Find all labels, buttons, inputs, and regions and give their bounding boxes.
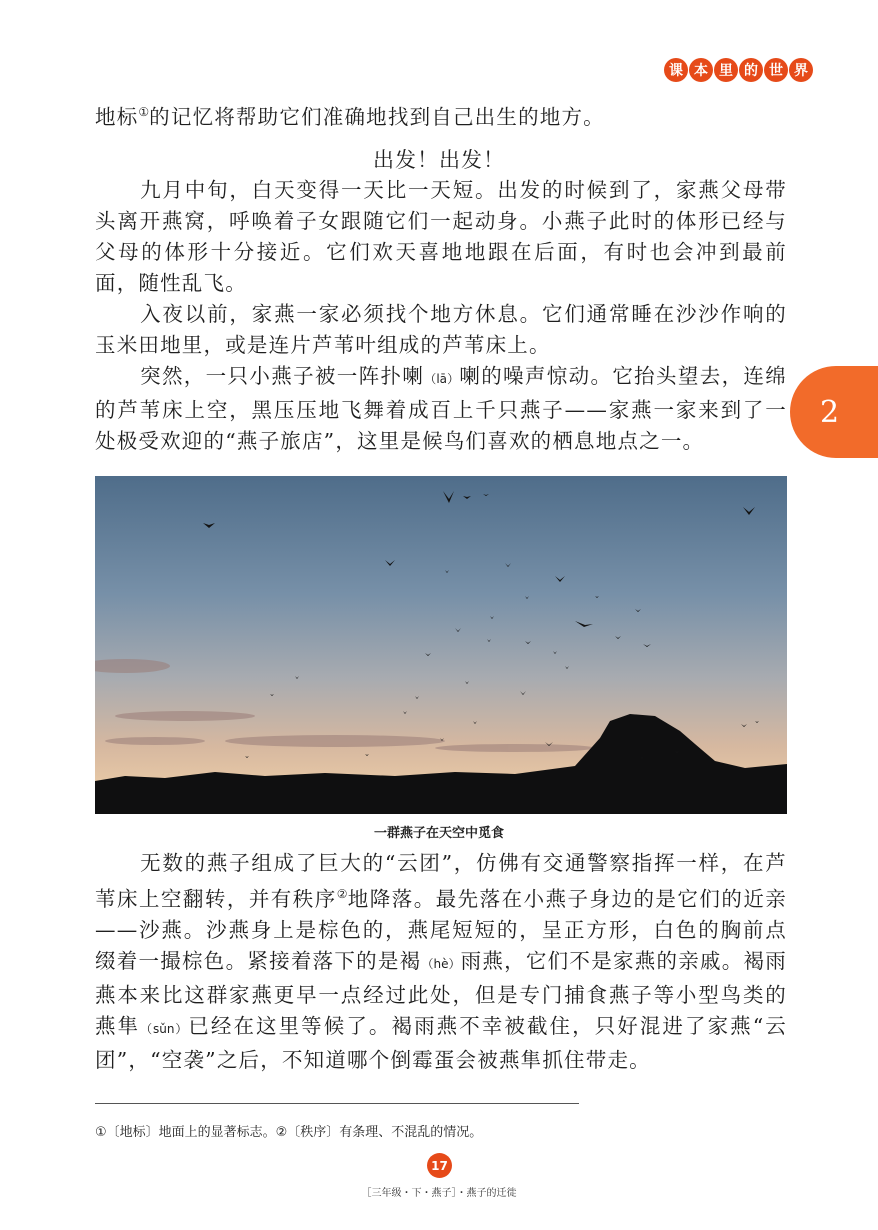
text-run: 地标 [95, 105, 139, 129]
badge-char: 课 [664, 58, 688, 82]
text-run: 突然，一只小燕子被一阵扑喇 [140, 364, 425, 388]
footnote-divider [95, 1103, 579, 1104]
pinyin-annotation: （sǔn） [140, 1022, 189, 1036]
continued-line [95, 97, 787, 133]
photo-caption: 一群燕子在天空中觅食 [373, 826, 504, 841]
book-info: ［三年级・下・燕子］・燕子的迁徙 [361, 1188, 517, 1199]
badge-char: 里 [714, 58, 738, 82]
badge-char: 的 [739, 58, 763, 82]
text-run: 无数的燕子组成了巨大的“云团”，仿佛有交通警察指挥一样，在芦苇床上空翻转，并有秩序 [95, 851, 787, 911]
pinyin-annotation: （hè） [421, 957, 461, 971]
footnote-marker: ① [138, 105, 150, 119]
header-badge [664, 58, 813, 82]
text-run: 喇的噪声惊动。它抬头望去，连绵的芦苇床上空，黑压压地飞舞着成百上千只燕子——家燕一家来到了一处极受欢迎的“燕子旅店”，这里是候鸟们喜欢的栖息地点之一。 [95, 364, 787, 453]
chapter-number: 2 [820, 394, 840, 430]
section-title: 出发！出发！ [373, 148, 505, 172]
paragraph [95, 361, 787, 457]
footnote-marker: ② [336, 887, 348, 901]
swallows-photo [95, 476, 787, 814]
chapter-tab [790, 366, 878, 458]
paragraph: 九月中旬，白天变得一天比一天短。出发的时候到了，家燕父母带头离开燕窝，呼唤着子女跟随它们一起动身。小燕子此时的体形已经与父母的体形十分接近。它们欢天喜地地跟在后面，有时也会冲到最前面，随性乱飞。 [95, 178, 787, 295]
badge-char: 界 [789, 58, 813, 82]
body-text-2 [95, 848, 787, 1076]
body-text-1 [95, 175, 787, 457]
paragraph [95, 848, 787, 1076]
footnotes: ①〔地标〕地面上的显著标志。②〔秩序〕有条理、不混乱的情况。 [95, 1125, 483, 1140]
badge-char: 本 [689, 58, 713, 82]
text-run: 的记忆将帮助它们准确地找到自己出生的地方。 [149, 105, 605, 129]
page-number: 17 [427, 1153, 452, 1178]
paragraph: 入夜以前，家燕一家必须找个地方休息。它们通常睡在沙沙作响的玉米田地里，或是连片芦苇叶组成的芦苇床上。 [95, 302, 787, 357]
badge-char: 世 [764, 58, 788, 82]
text-run: 雨燕，它们不是家燕的亲戚。褐雨燕本来比这群家燕更早一点经过此处，但是专门捕食燕子等小型鸟类的燕隼 [95, 949, 787, 1038]
text-run: 地降落。最先落在小燕子身边的是它们的近亲——沙燕。沙燕身上是棕色的，燕尾短短的，呈正方形，白色的胸前点缀着一撮棕色。紧接着落下的是褐 [95, 887, 788, 973]
text-run: 已经在这里等候了。褐雨燕不幸被截住，只好混进了家燕“云团”，“空袭”之后，不知道哪个倒霉蛋会被燕隼抓住带走。 [95, 1014, 788, 1072]
pinyin-annotation: （lā） [424, 372, 460, 386]
